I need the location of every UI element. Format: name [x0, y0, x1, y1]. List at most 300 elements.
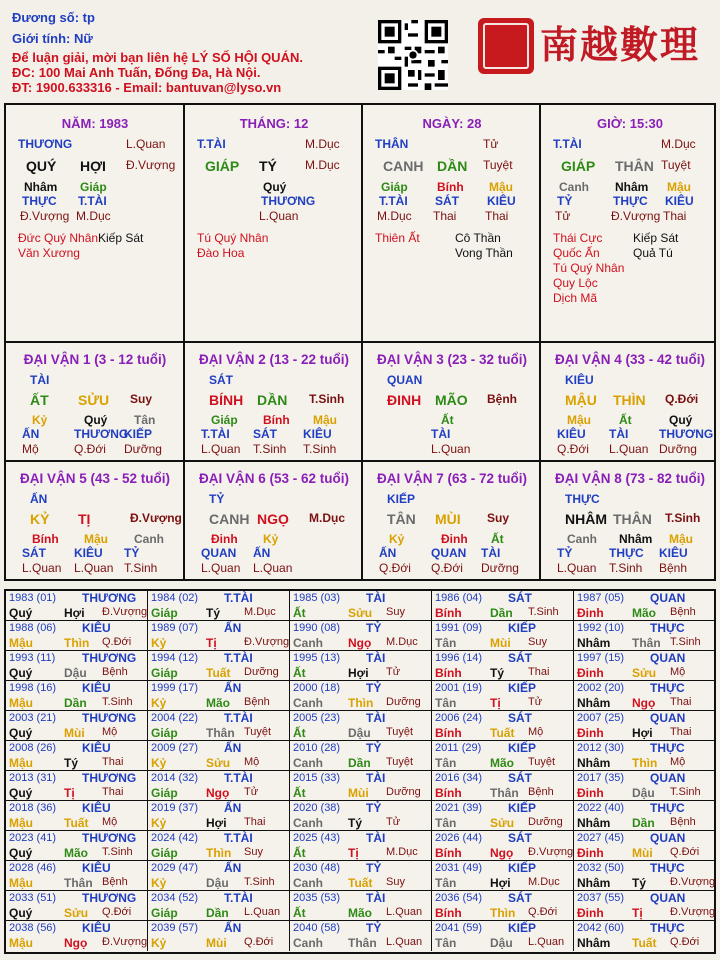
- hidden-god: T.TÀI: [201, 427, 230, 441]
- pillar-cell: [541, 105, 719, 343]
- pillar-branch: THÂN: [615, 158, 654, 174]
- year-stem: Tân: [435, 816, 457, 830]
- year-label: 2026 (44): [435, 832, 483, 844]
- year-branch: Tuất: [632, 936, 657, 950]
- year-phase: Bệnh: [670, 816, 696, 828]
- hidden-phase: T.Sinh: [124, 561, 158, 575]
- year-phase: Thai: [670, 726, 692, 738]
- hidden-phase: L.Quan: [609, 442, 649, 456]
- dai-van-cell: [541, 343, 719, 463]
- year-cell: [432, 891, 574, 921]
- year-branch: Ngọ: [206, 786, 230, 800]
- year-stem: Kỷ: [151, 876, 167, 890]
- star-inauspicious: Kiếp Sát: [633, 231, 679, 245]
- year-label: 1999 (17): [151, 682, 199, 694]
- year-phase: L.Quan: [244, 906, 281, 918]
- dai-van-branch: TỊ: [78, 511, 91, 527]
- year-ten-god: TÀI: [366, 831, 386, 845]
- year-label: 2032 (50): [577, 862, 625, 874]
- year-phase: L.Quan: [386, 936, 423, 948]
- year-stem: Giáp: [151, 786, 178, 800]
- year-cell: [6, 711, 148, 741]
- year-cell: [6, 801, 148, 831]
- year-label: 2002 (20): [577, 682, 625, 694]
- year-ten-god: KIÊU: [82, 921, 111, 935]
- year-cell: [148, 591, 290, 621]
- hidden-phase: Đ.Vượng: [611, 209, 661, 223]
- year-stem: Quý: [9, 846, 33, 860]
- year-stem: Đinh: [577, 606, 604, 620]
- year-ten-god: TỶ: [366, 741, 382, 755]
- hidden-phase: T.Sinh: [303, 442, 337, 456]
- pillar-branch: TÝ: [259, 158, 277, 174]
- year-phase: Dưỡng: [386, 696, 421, 708]
- hidden-god: SÁT: [253, 427, 277, 441]
- year-label: 1984 (02): [151, 592, 199, 604]
- year-label: 2023 (41): [9, 832, 57, 844]
- year-cell: [574, 771, 714, 801]
- pillar-branch: HỢI: [80, 158, 106, 174]
- hidden-phase: Dưỡng: [659, 442, 697, 456]
- pillar-god: T.TÀI: [553, 137, 582, 151]
- year-phase: T.Sinh: [102, 846, 133, 858]
- year-label: 2018 (36): [9, 802, 57, 814]
- pillar-branch-phase: Đ.Vượng: [126, 158, 176, 172]
- hidden-phase: Dưỡng: [124, 442, 162, 456]
- hidden-phase: Đ.Vượng: [20, 209, 70, 223]
- pillar-phase: M.Dục: [305, 137, 340, 151]
- year-ten-god: THƯƠNG: [82, 591, 137, 605]
- year-branch: Tị: [490, 696, 501, 710]
- year-cell: [432, 861, 574, 891]
- pillar-stem: CANH: [383, 158, 424, 174]
- year-phase: Tuyệt: [528, 756, 556, 768]
- pillar-phase: M.Dục: [661, 137, 696, 151]
- year-cell: [432, 831, 574, 861]
- year-branch: Ngọ: [64, 936, 88, 950]
- year-stem: Nhâm: [577, 756, 611, 770]
- year-ten-god: THỰC: [650, 861, 685, 875]
- year-label: 2006 (24): [435, 712, 483, 724]
- hidden-god: T.TÀI: [78, 194, 107, 208]
- year-cell: [290, 801, 432, 831]
- hidden-god: THỰC: [609, 546, 644, 560]
- year-phase: L.Quan: [386, 906, 423, 918]
- dai-van-stem: KỶ: [30, 511, 50, 527]
- year-label: 2030 (48): [293, 862, 341, 874]
- year-cell: [290, 771, 432, 801]
- year-branch: Mùi: [64, 726, 85, 740]
- year-cell: [432, 711, 574, 741]
- dai-van-title: ĐẠI VẬN 5 (43 - 52 tuổi): [19, 471, 171, 486]
- year-branch: Tuất: [206, 666, 231, 680]
- year-label: 2008 (26): [9, 742, 57, 754]
- year-ten-god: ẤN: [224, 921, 242, 935]
- year-ten-god: SÁT: [508, 651, 532, 665]
- hidden-god: TỶ: [557, 194, 573, 208]
- dai-van-stem: TÂN: [387, 511, 416, 527]
- year-branch: Tị: [206, 636, 217, 650]
- year-branch: Thìn: [490, 906, 516, 920]
- year-branch: Mùi: [348, 786, 369, 800]
- year-label: 2036 (54): [435, 892, 483, 904]
- year-branch: Dậu: [348, 726, 371, 740]
- year-ten-god: THỰC: [650, 621, 685, 635]
- star-auspicious: Quốc Ấn: [553, 246, 600, 260]
- year-cell: [432, 591, 574, 621]
- year-phase: Tử: [386, 816, 401, 828]
- year-phase: Suy: [528, 636, 547, 648]
- year-branch: Dậu: [64, 666, 87, 680]
- year-label: 2013 (31): [9, 772, 57, 784]
- year-cell: [290, 621, 432, 651]
- year-label: 2011 (29): [435, 742, 482, 754]
- dai-van-phase: Q.Đới: [665, 392, 699, 406]
- hidden-stem: Kỷ: [263, 532, 279, 546]
- year-stem: Ất: [293, 846, 306, 860]
- year-phase: T.Sinh: [670, 636, 701, 648]
- year-stem: Bính: [435, 606, 462, 620]
- year-label: 1987 (05): [577, 592, 625, 604]
- pillar-god: THÂN: [375, 137, 409, 151]
- year-phase: M.Dục: [244, 606, 276, 618]
- year-cell: [6, 921, 148, 951]
- pillar-god: THƯƠNG: [18, 137, 73, 151]
- year-cell: [6, 591, 148, 621]
- year-branch: Tị: [632, 906, 643, 920]
- year-stem: Tân: [435, 696, 457, 710]
- year-cell: [432, 741, 574, 771]
- dai-van-god: KIẾP: [387, 492, 416, 506]
- dai-van-branch: MÃO: [435, 392, 468, 408]
- year-branch: Ngọ: [348, 636, 372, 650]
- year-branch: Mão: [206, 696, 230, 710]
- year-label: 1991 (09): [435, 622, 483, 634]
- pillar-stem: QUÝ: [26, 158, 57, 174]
- year-phase: Bệnh: [670, 606, 696, 618]
- year-label: 2015 (33): [293, 772, 341, 784]
- hidden-god: ẤN: [22, 427, 40, 441]
- year-stem: Bính: [435, 786, 462, 800]
- year-ten-god: TÀI: [366, 771, 386, 785]
- hidden-stem: Bính: [32, 532, 59, 546]
- year-ten-god: THỰC: [650, 801, 685, 815]
- year-label: 2033 (51): [9, 892, 57, 904]
- year-phase: Đ.Vượng: [244, 636, 290, 648]
- year-label: 1998 (16): [9, 682, 57, 694]
- year-stem: Ất: [293, 786, 306, 800]
- hidden-god: QUAN: [431, 546, 467, 560]
- year-cell: [148, 831, 290, 861]
- year-ten-god: KIẾP: [508, 681, 537, 695]
- year-stem: Kỷ: [151, 816, 167, 830]
- year-ten-god: SÁT: [508, 771, 532, 785]
- year-label: 2017 (35): [577, 772, 625, 784]
- year-phase: Bệnh: [102, 666, 128, 678]
- dai-van-god: KIÊU: [565, 373, 594, 387]
- pillar-branch-phase: Tuyệt: [661, 158, 691, 172]
- year-stem: Ất: [293, 726, 306, 740]
- star-auspicious: Tú Quý Nhân: [553, 261, 625, 275]
- dai-van-stem: ĐINH: [387, 392, 422, 408]
- year-ten-god: T.TÀI: [224, 891, 253, 905]
- year-stem: Quý: [9, 666, 33, 680]
- year-ten-god: QUAN: [650, 771, 686, 785]
- hidden-god: QUAN: [201, 546, 237, 560]
- year-phase: T.Sinh: [244, 876, 275, 888]
- hidden-phase: L.Quan: [253, 561, 293, 575]
- pillar-cell: [185, 105, 363, 343]
- dai-van-stem: CANH: [209, 511, 250, 527]
- year-cell: [148, 801, 290, 831]
- dai-van-stem: MẬU: [565, 392, 597, 408]
- hidden-phase: Thai: [663, 209, 687, 223]
- year-stem: Mậu: [9, 816, 33, 830]
- year-cell: [290, 711, 432, 741]
- year-phase: Mộ: [102, 726, 118, 738]
- year-ten-god: THƯƠNG: [82, 891, 137, 905]
- year-stem: Nhâm: [577, 636, 611, 650]
- year-label: 2037 (55): [577, 892, 625, 904]
- year-label: 2003 (21): [9, 712, 57, 724]
- hidden-god: TỶ: [124, 546, 140, 560]
- year-branch: Mùi: [206, 936, 227, 950]
- year-cell: [6, 861, 148, 891]
- year-ten-god: QUAN: [650, 651, 686, 665]
- year-ten-god: KIẾP: [508, 621, 537, 635]
- year-label: 2034 (52): [151, 892, 199, 904]
- hidden-stem: Đinh: [441, 532, 468, 546]
- year-cell: [432, 621, 574, 651]
- star-auspicious: Đào Hoa: [197, 246, 245, 260]
- dai-van-god: ẤN: [30, 492, 48, 506]
- year-stem: Tân: [435, 936, 457, 950]
- year-stem: Giáp: [151, 906, 178, 920]
- dai-van-phase: M.Dục: [309, 511, 345, 525]
- year-label: 2035 (53): [293, 892, 341, 904]
- year-branch: Thìn: [348, 696, 374, 710]
- year-stem: Đinh: [577, 666, 604, 680]
- dai-van-title: ĐẠI VẬN 2 (13 - 22 tuổi): [198, 352, 350, 367]
- hidden-god: THỰC: [22, 194, 57, 208]
- year-branch: Mão: [490, 756, 514, 770]
- hidden-god: THƯƠNG: [659, 427, 714, 441]
- year-ten-god: TỶ: [366, 861, 382, 875]
- year-cell: [290, 831, 432, 861]
- year-cell: [148, 711, 290, 741]
- year-branch: Sửu: [206, 756, 231, 770]
- year-branch: Tý: [348, 816, 363, 830]
- pillar-title: GIỜ: 15:30: [596, 116, 663, 131]
- dai-van-stem: NHÂM: [565, 511, 607, 527]
- hidden-phase: Thai: [485, 209, 509, 223]
- year-stem: Đinh: [577, 906, 604, 920]
- hidden-phase: L.Quan: [557, 561, 597, 575]
- year-label: 1992 (10): [577, 622, 625, 634]
- hidden-god: TỶ: [557, 546, 573, 560]
- year-branch: Mão: [64, 846, 88, 860]
- year-stem: Bính: [435, 846, 462, 860]
- hidden-stem: Canh: [134, 532, 164, 546]
- star-auspicious: Thái Cực: [553, 231, 603, 245]
- year-cell: [148, 741, 290, 771]
- dai-van-god: THỰC: [565, 492, 600, 506]
- hidden-phase: Q.Đới: [431, 561, 463, 575]
- year-label: 1988 (06): [9, 622, 57, 634]
- year-phase: Tuyệt: [244, 726, 272, 738]
- brand-logo: 南越數理: [540, 22, 701, 67]
- star-inauspicious: Quả Tú: [633, 246, 673, 260]
- year-ten-god: KIẾP: [508, 861, 537, 875]
- year-stem: Giáp: [151, 666, 178, 680]
- year-cell: [6, 681, 148, 711]
- year-label: 1983 (01): [9, 592, 57, 604]
- dai-van-cell: [363, 343, 541, 463]
- year-branch: Ngọ: [632, 696, 656, 710]
- pillar-title: THÁNG: 12: [239, 116, 309, 131]
- year-branch: Tị: [64, 786, 75, 800]
- year-phase: Q.Đới: [528, 906, 558, 918]
- year-stem: Nhâm: [577, 936, 611, 950]
- owner-name: Đương số: tp: [12, 10, 95, 25]
- year-stem: Đinh: [577, 786, 604, 800]
- hidden-stem: Mậu: [313, 413, 337, 427]
- dai-van-stem: ẤT: [30, 392, 49, 408]
- year-cell: [432, 921, 574, 951]
- year-branch: Tý: [490, 666, 505, 680]
- year-ten-god: TÀI: [366, 591, 386, 605]
- year-cell: [148, 681, 290, 711]
- year-cell: [148, 861, 290, 891]
- year-label: 1997 (15): [577, 652, 625, 664]
- star-auspicious: Tú Quý Nhân: [197, 231, 269, 245]
- year-ten-god: SÁT: [508, 591, 532, 605]
- year-label: 2042 (60): [577, 922, 625, 934]
- year-cell: [148, 621, 290, 651]
- year-ten-god: SÁT: [508, 831, 532, 845]
- year-ten-god: SÁT: [508, 711, 532, 725]
- year-cell: [574, 711, 714, 741]
- year-branch: Thìn: [206, 846, 232, 860]
- hidden-phase: L.Quan: [201, 561, 241, 575]
- year-phase: Thai: [102, 756, 124, 768]
- dai-van-god: QUAN: [387, 373, 423, 387]
- year-stem: Giáp: [151, 726, 178, 740]
- dai-van-phase: T.Sinh: [665, 511, 701, 525]
- year-phase: Tử: [244, 786, 259, 798]
- year-phase: Mộ: [670, 756, 686, 768]
- hidden-phase: Q.Đới: [74, 442, 106, 456]
- hidden-stem: Giáp: [80, 180, 107, 194]
- yearly-luck-table: [4, 589, 716, 954]
- star-inauspicious: Vong Thần: [455, 246, 513, 260]
- hidden-stem: Mậu: [489, 180, 513, 194]
- year-phase: Mộ: [244, 756, 260, 768]
- year-cell: [290, 681, 432, 711]
- hidden-stem: Giáp: [211, 413, 238, 427]
- year-phase: Dưỡng: [386, 786, 421, 798]
- year-stem: Quý: [9, 606, 33, 620]
- hidden-god: TÀI: [609, 427, 629, 441]
- hidden-stem: Canh: [559, 180, 589, 194]
- dai-van-phase: T.Sinh: [309, 392, 345, 406]
- qr-code-icon[interactable]: [378, 20, 448, 90]
- year-stem: Kỷ: [151, 936, 167, 950]
- dai-van-branch: SỬU: [78, 392, 110, 408]
- year-cell: [574, 831, 714, 861]
- hidden-stem: Quý: [669, 413, 693, 427]
- year-ten-god: TÀI: [366, 891, 386, 905]
- dai-van-branch: THÂN: [613, 511, 652, 527]
- hidden-stem: Ất: [491, 532, 504, 546]
- dai-van-cell: [363, 462, 541, 582]
- hidden-stem: Bính: [263, 413, 290, 427]
- year-stem: Quý: [9, 906, 33, 920]
- dai-van-cell: [6, 343, 184, 463]
- year-cell: [148, 921, 290, 951]
- year-phase: T.Sinh: [102, 696, 133, 708]
- year-phase: Suy: [386, 606, 405, 618]
- year-branch: Hợi: [206, 816, 227, 830]
- year-ten-god: QUAN: [650, 891, 686, 905]
- year-branch: Dậu: [632, 786, 655, 800]
- hidden-phase: Q.Đới: [379, 561, 411, 575]
- year-branch: Dần: [632, 816, 655, 830]
- year-stem: Nhâm: [577, 816, 611, 830]
- hidden-stem: Ất: [441, 413, 454, 427]
- year-cell: [6, 651, 148, 681]
- year-ten-god: ẤN: [224, 681, 242, 695]
- header: [0, 0, 720, 100]
- pillar-stem: GIÁP: [205, 158, 240, 174]
- hidden-god: KIÊU: [303, 427, 332, 441]
- year-stem: Canh: [293, 816, 323, 830]
- year-branch: Dậu: [490, 936, 513, 950]
- pillar-branch-phase: M.Dục: [305, 158, 340, 172]
- hidden-god: KIÊU: [659, 546, 688, 560]
- year-branch: Tý: [64, 756, 79, 770]
- hidden-stem: Canh: [567, 532, 597, 546]
- hidden-god: SÁT: [435, 194, 459, 208]
- hidden-stem: Bính: [437, 180, 464, 194]
- hidden-god: THỰC: [613, 194, 648, 208]
- year-stem: Mậu: [9, 936, 33, 950]
- year-phase: Q.Đới: [102, 636, 132, 648]
- year-cell: [148, 891, 290, 921]
- hidden-stem: Quý: [84, 413, 108, 427]
- year-ten-god: KIÊU: [82, 681, 111, 695]
- year-phase: Đ.Vượng: [102, 606, 148, 618]
- pillar-phase: L.Quan: [126, 137, 166, 151]
- hidden-god: KIẾP: [124, 427, 153, 441]
- year-cell: [574, 891, 714, 921]
- year-label: 2005 (23): [293, 712, 341, 724]
- dai-van-god: TÀI: [30, 373, 50, 387]
- year-branch: Tuất: [64, 816, 89, 830]
- dai-van-phase: Suy: [487, 511, 510, 525]
- dai-van-god: TỶ: [209, 492, 225, 506]
- year-branch: Thân: [348, 936, 377, 950]
- year-phase: Tuyệt: [386, 726, 414, 738]
- year-branch: Dần: [490, 606, 513, 620]
- star-inauspicious: Kiếp Sát: [98, 231, 144, 245]
- pillar-title: NGÀY: 28: [422, 116, 482, 131]
- year-label: 1986 (04): [435, 592, 483, 604]
- pillar-branch: DẦN: [437, 158, 468, 174]
- year-ten-god: THỰC: [650, 741, 685, 755]
- year-label: 1989 (07): [151, 622, 199, 634]
- dai-van-title: ĐẠI VẬN 1 (3 - 12 tuổi): [23, 352, 167, 367]
